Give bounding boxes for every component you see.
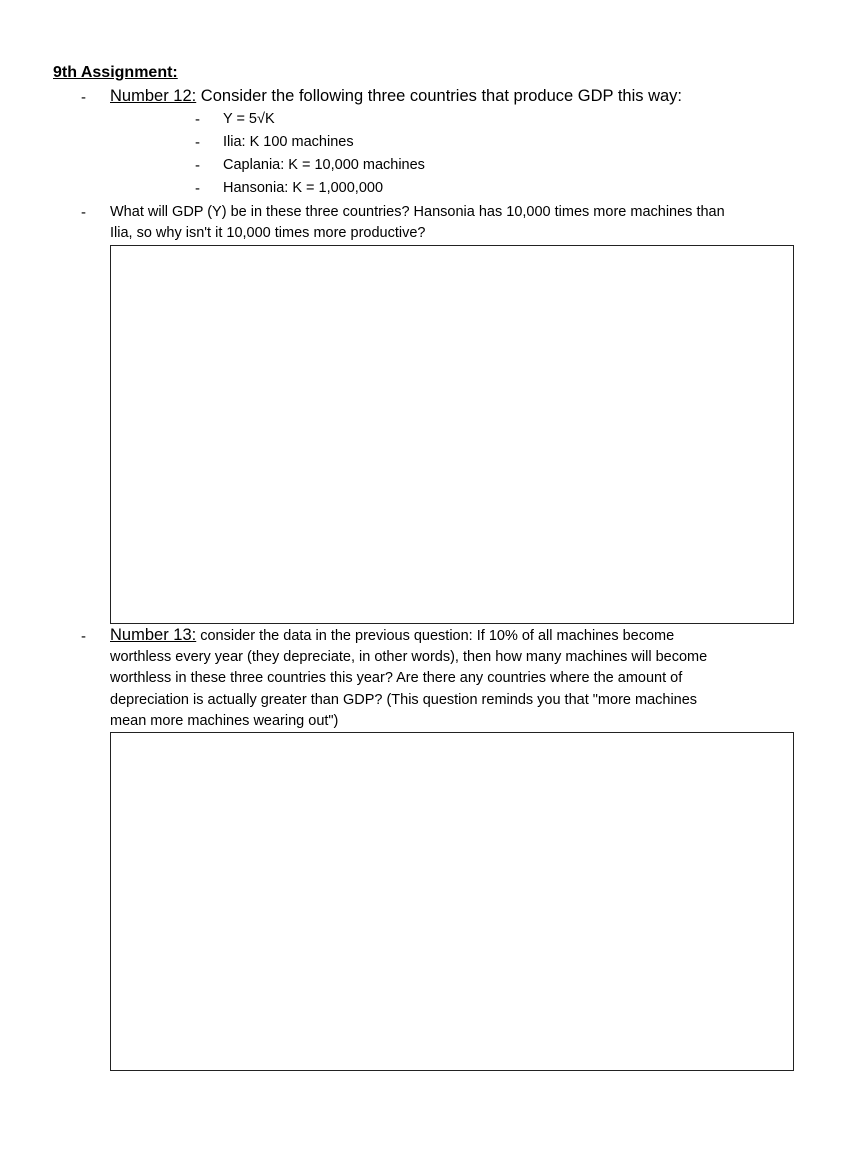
bullet-dash: - — [81, 628, 86, 645]
country-hansonia-item: Hansonia: K = 1,000,000 — [223, 180, 384, 196]
question-13-prompt-line-4: depreciation is actually greater than GDP? (This question reminds you that "more machines — [110, 692, 698, 708]
bullet-dash: - — [195, 111, 200, 128]
question-12-number: Number 12: — [110, 87, 197, 105]
question-13-prompt-line-5: mean more machines wearing out") — [110, 713, 339, 729]
question-13-prompt-line-1 — [110, 625, 674, 648]
formula-item: Y = 5√K — [223, 111, 275, 127]
bullet-dash: - — [195, 157, 200, 174]
question-12-answer-box[interactable] — [110, 245, 794, 624]
bullet-dash: - — [81, 204, 86, 221]
question-13-number: Number 13: — [110, 626, 197, 644]
bullet-dash: - — [195, 180, 200, 197]
question-13-first-line: consider the data in the previous question: If 10% of all machines become — [196, 628, 675, 644]
question-13-prompt-line-2: worthless every year (they depreciate, in other words), then how many machines will become — [110, 649, 708, 665]
country-ilia-item: Ilia: K 100 machines — [223, 134, 354, 150]
question-12-followup-line-1: What will GDP (Y) be in these three countries? Hansonia has 10,000 times more machines than — [110, 204, 725, 220]
country-caplania-item: Caplania: K = 10,000 machines — [223, 157, 425, 173]
assignment-heading: 9th Assignment: — [53, 64, 178, 81]
question-12-followup-line-2: Ilia, so why isn't it 10,000 times more productive? — [110, 225, 426, 241]
question-12-intro: Consider the following three countries that produce GDP this way: — [196, 87, 683, 105]
question-12-prompt — [110, 86, 682, 109]
question-13-answer-box[interactable] — [110, 732, 794, 1071]
bullet-dash: - — [81, 89, 86, 106]
bullet-dash: - — [195, 134, 200, 151]
question-13-prompt-line-3: worthless in these three countries this year? Are there any countries where the amount of — [110, 670, 683, 686]
